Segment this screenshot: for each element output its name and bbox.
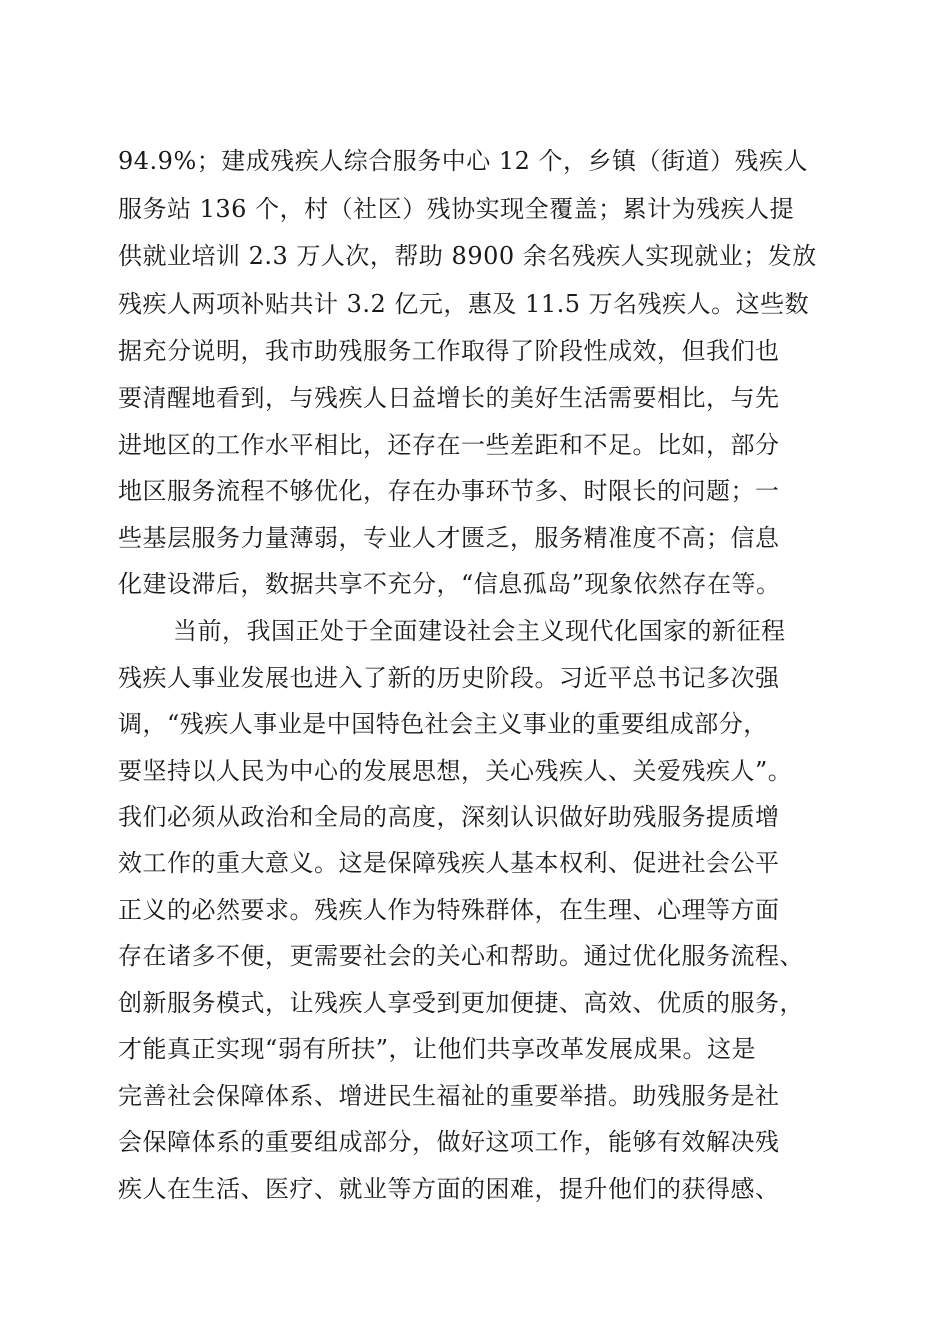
text-line: 效工作的重大意义。这是保障残疾人基本权利、促进社会公平 <box>118 849 780 877</box>
text-line: 残疾人两项补贴共计 3.2 亿元，惠及 11.5 万名残疾人。这些数 <box>118 290 810 318</box>
text-line: 残疾人事业发展也进入了新的历史阶段。习近平总书记多次强 <box>118 664 780 692</box>
text-line: 据充分说明，我市助残服务工作取得了阶段性成效，但我们也 <box>118 337 780 365</box>
paragraph-first-line: 当前，我国正处于全面建设社会主义现代化国家的新征程 <box>173 617 786 645</box>
text-line: 正义的必然要求。残疾人作为特殊群体，在生理、心理等方面 <box>118 896 780 924</box>
text-line: 些基层服务力量薄弱，专业人才匮乏，服务精准度不高；信息 <box>118 524 780 552</box>
text-line: 调，“残疾人事业是中国特色社会主义事业的重要组成部分， <box>118 710 768 738</box>
text-line: 94.9%；建成残疾人综合服务中心 12 个，乡镇（街道）残疾人 <box>118 147 809 175</box>
text-line: 地区服务流程不够优化，存在办事环节多、时限长的问题；一 <box>118 477 780 505</box>
text-line: 供就业培训 2.3 万人次，帮助 8900 余名残疾人实现就业；发放 <box>118 242 817 270</box>
text-line: 完善社会保障体系、增进民生福祉的重要举措。助残服务是社 <box>118 1082 780 1110</box>
text-line: 创新服务模式，让残疾人享受到更加便捷、高效、优质的服务， <box>118 989 804 1017</box>
text-line: 化建设滞后，数据共享不充分，“信息孤岛”现象依然存在等。 <box>118 570 781 598</box>
text-line: 要清醒地看到，与残疾人日益增长的美好生活需要相比，与先 <box>118 384 780 412</box>
text-line: 我们必须从政治和全局的高度，深刻认识做好助残服务提质增 <box>118 803 780 831</box>
text-line: 要坚持以人民为中心的发展思想，关心残疾人、关爱残疾人”。 <box>118 757 793 785</box>
text-line: 存在诸多不便，更需要社会的关心和帮助。通过优化服务流程、 <box>118 942 804 970</box>
text-line: 会保障体系的重要组成部分，做好这项工作，能够有效解决残 <box>118 1128 780 1156</box>
text-line: 才能真正实现“弱有所扶”，让他们共享改革发展成果。这是 <box>118 1035 757 1063</box>
text-line: 进地区的工作水平相比，还存在一些差距和不足。比如，部分 <box>118 431 780 459</box>
text-line: 疾人在生活、医疗、就业等方面的困难，提升他们的获得感、 <box>118 1175 780 1203</box>
text-line: 服务站 136 个，村（社区）残协实现全覆盖；累计为残疾人提 <box>118 195 795 223</box>
